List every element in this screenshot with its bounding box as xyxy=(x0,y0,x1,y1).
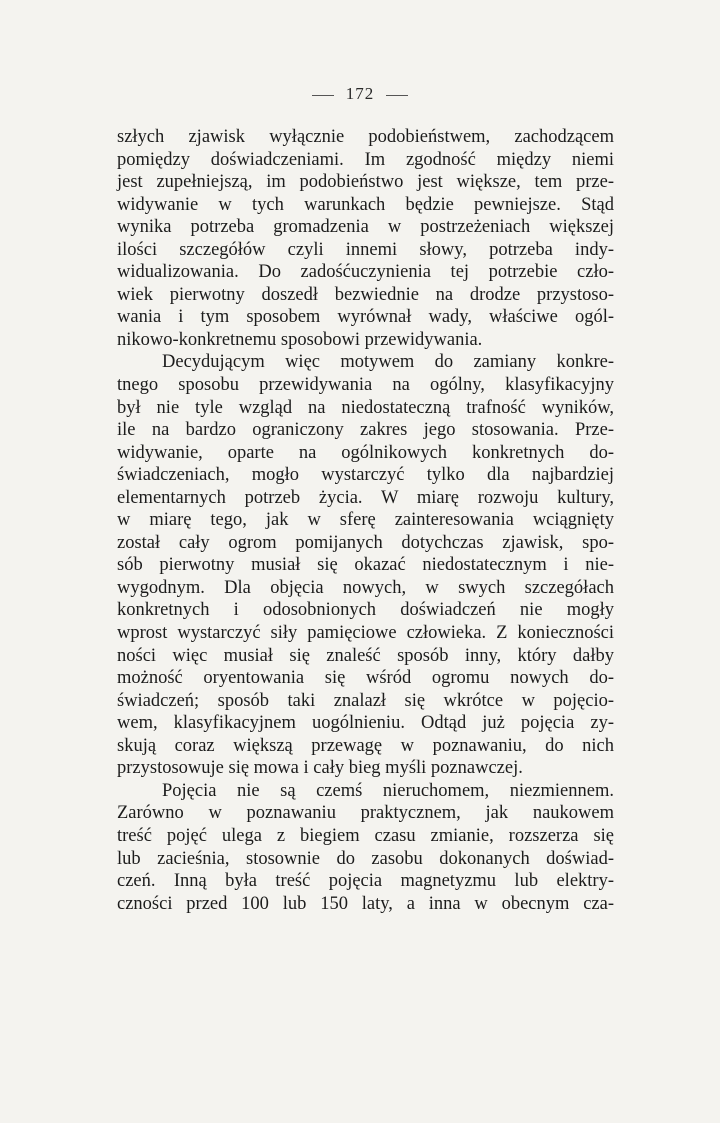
text-line: widywanie w tych warunkach będzie pewniejsze. Stąd xyxy=(117,194,614,215)
text-line: lub zacieśnia, stosownie do zasobu dokonanych doświad- xyxy=(117,848,614,869)
text-line: czności przed 100 lub 150 laty, a inna w obecnym cza- xyxy=(117,893,614,914)
text-line: świadczeniach, mogło wystarczyć tylko dla najbardziej xyxy=(117,465,614,486)
text-line: wania i tym sposobem wyrównał wady, właściwe ogól- xyxy=(117,307,614,328)
text-line: był nie tyle wzgląd na niedostateczną trafność wyników, xyxy=(117,397,614,418)
paragraph-end-line: przystosowuje się mowa i cały bieg myśli poznawczej. xyxy=(117,758,523,779)
text-line: ilości szczegółów czyli innemi słowy, potrzeba indy- xyxy=(117,239,614,260)
paragraph-end-line: nikowo-konkretnemu sposobowi przewidywania. xyxy=(117,329,483,350)
text-line: Zarówno w poznawaniu praktycznem, jak naukowem xyxy=(117,803,614,824)
text-line: widualizowania. Do zadośćuczynienia tej potrzebie czło- xyxy=(117,262,614,283)
text-line: czeń. Inną była treść pojęcia magnetyzmu lub elektry- xyxy=(117,871,614,892)
text-line: wiek pierwotny doszedł bezwiednie na drodze przystoso- xyxy=(117,284,614,305)
text-line: wynika potrzeba gromadzenia w postrzeżeniach większej xyxy=(117,217,614,238)
text-line: elementarnych potrzeb życia. W miarę rozwoju kultury, xyxy=(117,487,614,508)
text-line: wprost wystarczyć siły pamięciowe człowieka. Z konieczności xyxy=(117,623,614,644)
page-number-header xyxy=(0,84,720,104)
text-line: jest zupełniejszą, im podobieństwo jest większe, tem prze- xyxy=(117,172,614,193)
text-line: tnego sposobu przewidywania na ogólny, klasyfikacyjny xyxy=(117,375,614,396)
text-line: ile na bardzo ograniczony zakres jego stosowania. Prze- xyxy=(117,420,614,441)
text-line: sób pierwotny musiał się okazać niedostatecznym i nie- xyxy=(117,555,614,576)
text-line: skują coraz większą przewagę w poznawaniu, do nich xyxy=(117,735,614,756)
text-line: konkretnych i odosobnionych doświadczeń nie mogły xyxy=(117,600,614,621)
text-line: możność oryentowania się wśród ogromu nowych do- xyxy=(117,668,614,689)
text-line: szłych zjawisk wyłącznie podobieństwem, zachodzącem xyxy=(117,127,614,147)
text-line: widywanie, oparte na ogólnikowych konkretnych do- xyxy=(117,442,614,463)
text-line: wem, klasyfikacyjnem uogólnieniu. Odtąd już pojęcia zy- xyxy=(117,713,614,734)
text-line: pomiędzy doświadczeniami. Im zgodność między niemi xyxy=(117,149,614,170)
text-line: świadczeń; sposób taki znalazł się wkrótce w pojęcio- xyxy=(117,690,614,711)
text-line: w miarę tego, jak w sferę zainteresowania wciągnięty xyxy=(117,510,614,531)
text-line: treść pojęć ulega z biegiem czasu zmianie, rozszerza się xyxy=(117,825,614,846)
text-line: wygodnym. Dla objęcia nowych, w swych szczegółach xyxy=(117,577,614,598)
left-dash xyxy=(312,95,334,96)
paragraph-start-line: Pojęcia nie są czemś nieruchomem, niezmiennem. xyxy=(162,780,614,801)
paragraph-start-line: Decydującym więc motywem do zamiany konkre- xyxy=(162,352,614,373)
text-line: ności więc musiał się znaleść sposób inny, który dałby xyxy=(117,645,614,666)
text-line: został cały ogrom pomijanych dotychczas zjawisk, spo- xyxy=(117,532,614,553)
body-text xyxy=(117,126,614,915)
right-dash xyxy=(386,95,408,96)
page-number: 172 xyxy=(345,84,375,103)
